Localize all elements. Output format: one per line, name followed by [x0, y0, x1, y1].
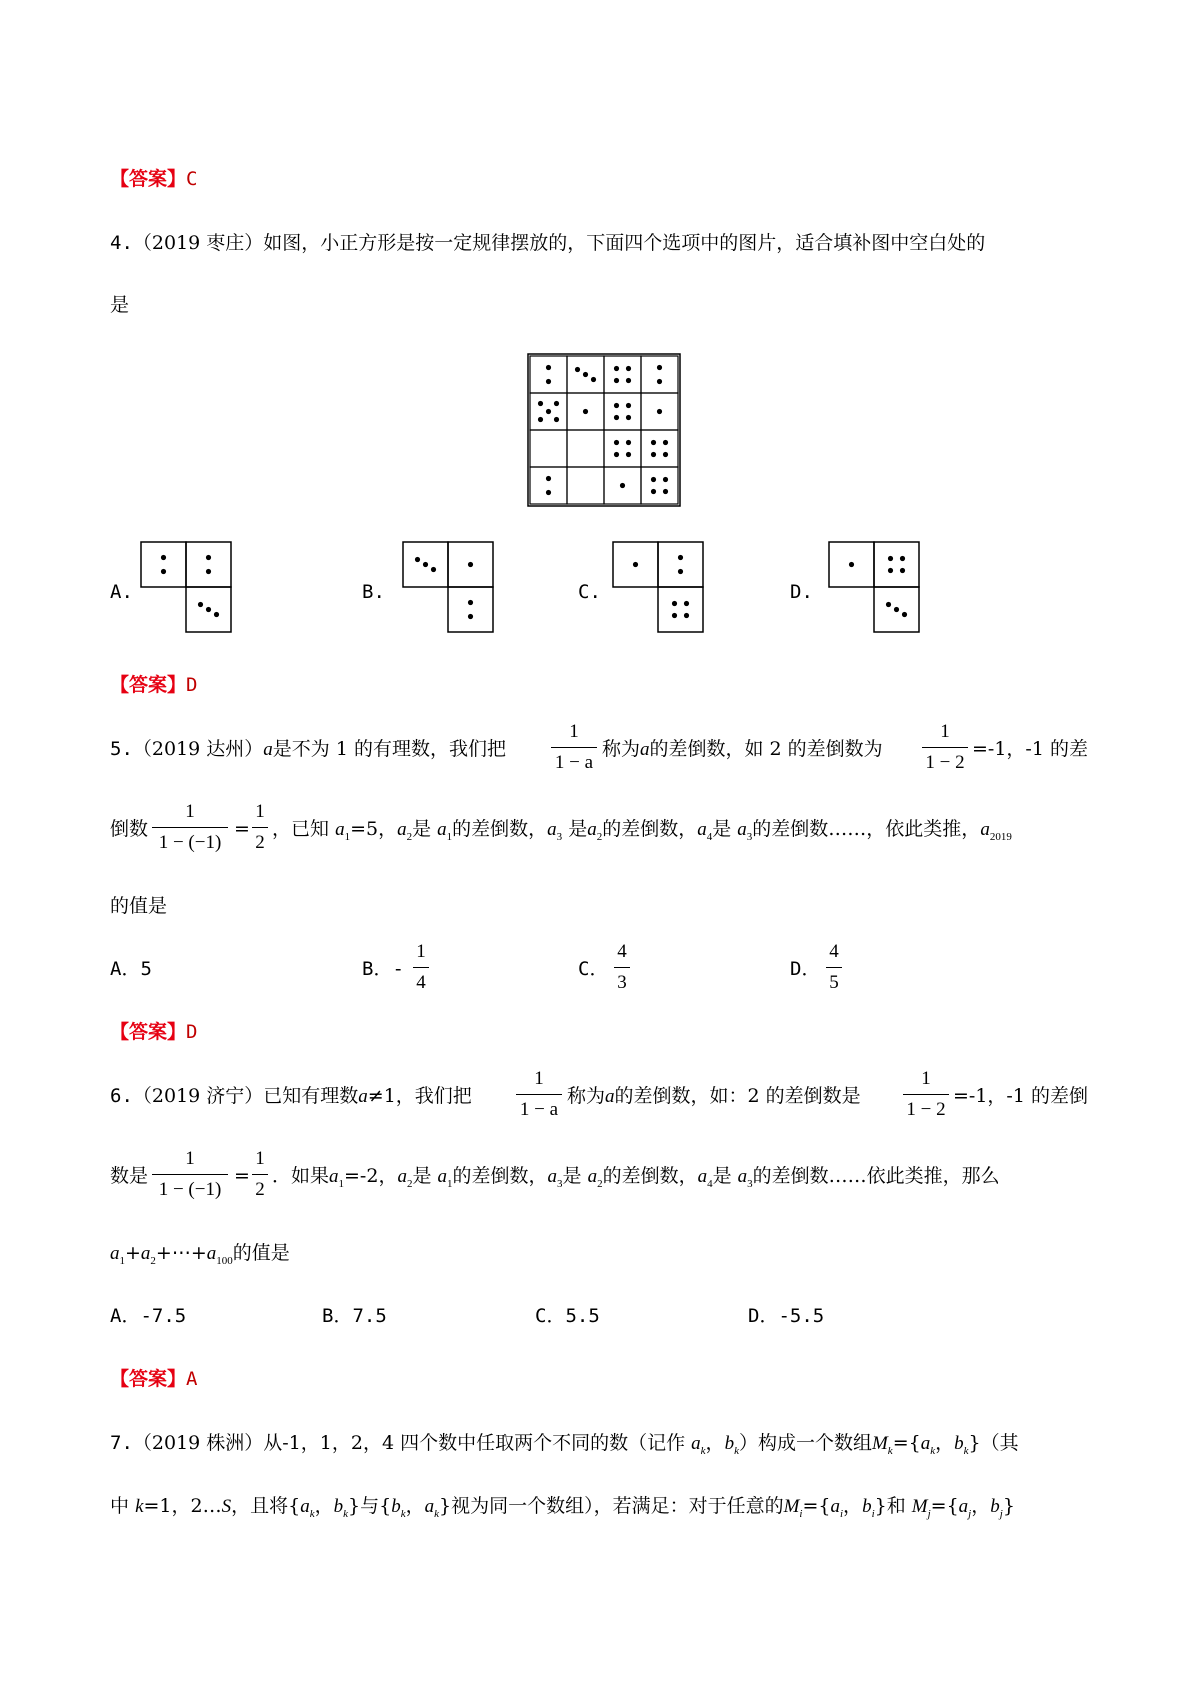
question-number: 5. — [110, 738, 133, 760]
option-dot — [198, 602, 203, 607]
option-dot — [468, 600, 473, 605]
grid-dot — [663, 489, 668, 494]
option-dot — [902, 612, 907, 617]
grid-cell — [604, 430, 641, 467]
q5-option-b-label: B．- — [362, 958, 404, 980]
grid-cell — [604, 393, 641, 430]
answer-value: A — [186, 1368, 198, 1390]
option-square — [186, 542, 231, 587]
question-number: 7. — [110, 1432, 133, 1454]
grid-dot — [651, 440, 656, 445]
question-number: 4. — [110, 232, 133, 254]
equals-sign: = — [234, 818, 250, 840]
question-6-line-2: ．如果$a_1=-2$，$a_2$是 $a_1$的差倒数，$a_3$是 $a_2$的差倒数，$a_4$是 $a_3$的差倒数……依此类推，那么 — [272, 1165, 1000, 1190]
option-dot — [633, 562, 638, 567]
fraction-one-over-one-minus-two: 1 1 − 2 — [922, 722, 968, 772]
grid-dot — [546, 476, 551, 481]
grid-dot — [657, 365, 662, 370]
grid-dot — [651, 477, 656, 482]
option-dot — [206, 569, 211, 574]
grid-dot — [614, 378, 619, 383]
grid-cell — [641, 356, 678, 393]
q6-option-c: C．5.5 — [535, 1305, 600, 1327]
grid-dot — [575, 367, 580, 372]
grid-dot — [546, 409, 551, 414]
grid-dot — [538, 417, 543, 422]
option-dot — [206, 555, 211, 560]
option-dot — [214, 612, 219, 617]
question-5-line-2: ，已知 $a_1=5$，$a_2$是 $a_1$的差倒数，$a_3$ 是$a_2$的差倒数，$a_4$是 $a_3$的差倒数……，依此类推，$a_{2019}$ — [272, 818, 1012, 843]
question-6-line-2-start: 数是 — [110, 1165, 149, 1187]
fraction-one-half: 1 2 — [252, 802, 268, 852]
option-dot — [900, 568, 905, 573]
grid-cell — [567, 467, 604, 504]
grid-dot — [554, 417, 559, 422]
option-square — [658, 542, 703, 587]
fraction-one-over-one-minus-a: 1 1 − a — [516, 1069, 562, 1119]
grid-dot — [651, 452, 656, 457]
grid-cell — [530, 467, 567, 504]
fraction-one-half: 1 2 — [252, 1149, 268, 1199]
grid-dot — [626, 403, 631, 408]
q5-option-c-fraction: 4 3 — [614, 942, 630, 992]
question-5-line-1: 5.（2019 达州）a是不为 1 的有理数，我们把 — [110, 738, 506, 760]
grid-dot — [651, 489, 656, 494]
answer-q3: 【答案】C — [110, 168, 198, 190]
grid-dot — [626, 440, 631, 445]
option-dot — [431, 567, 436, 572]
option-dot — [415, 557, 420, 562]
fraction-one-over-one-minus-two: 1 1 − 2 — [903, 1069, 949, 1119]
grid-dot — [663, 440, 668, 445]
grid-dot — [614, 415, 619, 420]
option-square — [141, 542, 186, 587]
question-6-line-1-mid: 称为a的差倒数，如：2 的差倒数是 — [567, 1085, 861, 1107]
q6-option-a: A．-7.5 — [110, 1305, 187, 1327]
grid-cell — [604, 356, 641, 393]
fraction-one-over-one-minus-neg-one: 1 1 − (−1) — [152, 1149, 228, 1199]
q5-option-b-fraction: 1 4 — [413, 942, 429, 992]
option-dot — [888, 568, 893, 573]
q4-option-d-label: D. — [790, 581, 813, 603]
grid-dot — [538, 401, 543, 406]
grid-dot — [614, 452, 619, 457]
question-5-line-3: 的值是 — [110, 895, 168, 917]
question-7-line-2: 中 k=1，2…S，且将{$a_k$，$b_k$}与{$b_k$，$a_k$}视为同一个数组），若满足：对于任意的$M_i=\{a_i$，$b_i$}和 $M_j=\{a_j$，$b_j$} — [110, 1495, 1015, 1520]
option-square — [658, 587, 703, 632]
answer-q4: 【答案】D — [110, 674, 198, 696]
grid-dot — [546, 379, 551, 384]
grid-dot — [626, 415, 631, 420]
option-dot — [423, 562, 428, 567]
fraction-one-over-one-minus-a: 1 1 − a — [551, 722, 597, 772]
option-dot — [886, 602, 891, 607]
option-dot — [468, 562, 473, 567]
option-dot — [206, 607, 211, 612]
q5-option-a: A．5 — [110, 958, 152, 980]
option-dot — [161, 555, 166, 560]
grid-dot — [614, 403, 619, 408]
grid-dot — [554, 401, 559, 406]
answer-value: D — [186, 1021, 198, 1043]
question-5-line-2-start: 倒数 — [110, 818, 149, 840]
grid-dot — [626, 452, 631, 457]
option-dot — [684, 601, 689, 606]
q6-option-d: D．-5.5 — [748, 1305, 825, 1327]
grid-cell — [530, 356, 567, 393]
answer-q6: 【答案】A — [110, 1368, 198, 1390]
question-4-line-2: 是 — [110, 294, 130, 316]
option-dot — [468, 614, 473, 619]
q4-option-a-label: A. — [110, 581, 133, 603]
equals-sign: = — [234, 1165, 250, 1187]
grid-dot — [657, 379, 662, 384]
grid-dot — [657, 409, 662, 414]
option-dot — [672, 613, 677, 618]
grid-dot — [614, 440, 619, 445]
option-dot — [684, 613, 689, 618]
option-dot — [900, 556, 905, 561]
option-dot — [888, 556, 893, 561]
grid-dot — [626, 378, 631, 383]
question-6-line-3: $a_1+a_2+\cdots+a_{100}$的值是 — [110, 1242, 290, 1267]
grid-cell — [567, 430, 604, 467]
option-dot — [678, 569, 683, 574]
grid-dot — [591, 377, 596, 382]
q5-option-c-label: C． — [578, 958, 609, 980]
grid-dot — [663, 477, 668, 482]
question-number: 6. — [110, 1085, 133, 1107]
answer-value: C — [186, 168, 198, 190]
grid-dot — [546, 365, 551, 370]
fraction-one-over-one-minus-neg-one: 1 1 − (−1) — [152, 802, 228, 852]
option-square — [874, 542, 919, 587]
option-dot — [672, 601, 677, 606]
question-5-line-1-mid: 称为a的差倒数，如 2 的差倒数为 — [602, 738, 883, 760]
grid-dot — [663, 452, 668, 457]
question-6-line-1: 6.（2019 济宁）已知有理数a≠1，我们把 — [110, 1085, 472, 1107]
q5-option-d-label: D． — [790, 958, 821, 980]
question-7-line-1: 7.（2019 株洲）从-1，1，2，4 四个数中任取两个不同的数（记作 $a_k$，$b_k$）构成一个数组$M_k=\{a_k$，$b_k$}（其 — [110, 1432, 1019, 1457]
q4-option-c-label: C. — [578, 581, 601, 603]
answer-q5: 【答案】D — [110, 1021, 198, 1043]
option-dot — [161, 569, 166, 574]
grid-dot — [626, 366, 631, 371]
q4-option-b-label: B. — [362, 581, 385, 603]
grid-dot — [583, 409, 588, 414]
option-square — [448, 587, 493, 632]
question-6-line-1-end: =-1，-1 的差倒 — [953, 1085, 1088, 1107]
option-dot — [849, 562, 854, 567]
grid-dot — [620, 483, 625, 488]
q5-option-d-fraction: 4 5 — [826, 942, 842, 992]
grid-cell — [641, 467, 678, 504]
grid-dot — [546, 490, 551, 495]
grid-dot — [583, 372, 588, 377]
grid-dot — [614, 366, 619, 371]
answer-value: D — [186, 674, 198, 696]
grid-cell — [530, 430, 567, 467]
question-text: （2019 枣庄）如图，小正方形是按一定规律摆放的，下面四个选项中的图片，适合填补图中空白处的 — [132, 232, 986, 254]
q6-option-b: B．7.5 — [322, 1305, 387, 1327]
option-dot — [678, 555, 683, 560]
option-dot — [894, 607, 899, 612]
grid-cell — [641, 430, 678, 467]
question-5-line-1-end: =-1，-1 的差 — [972, 738, 1088, 760]
